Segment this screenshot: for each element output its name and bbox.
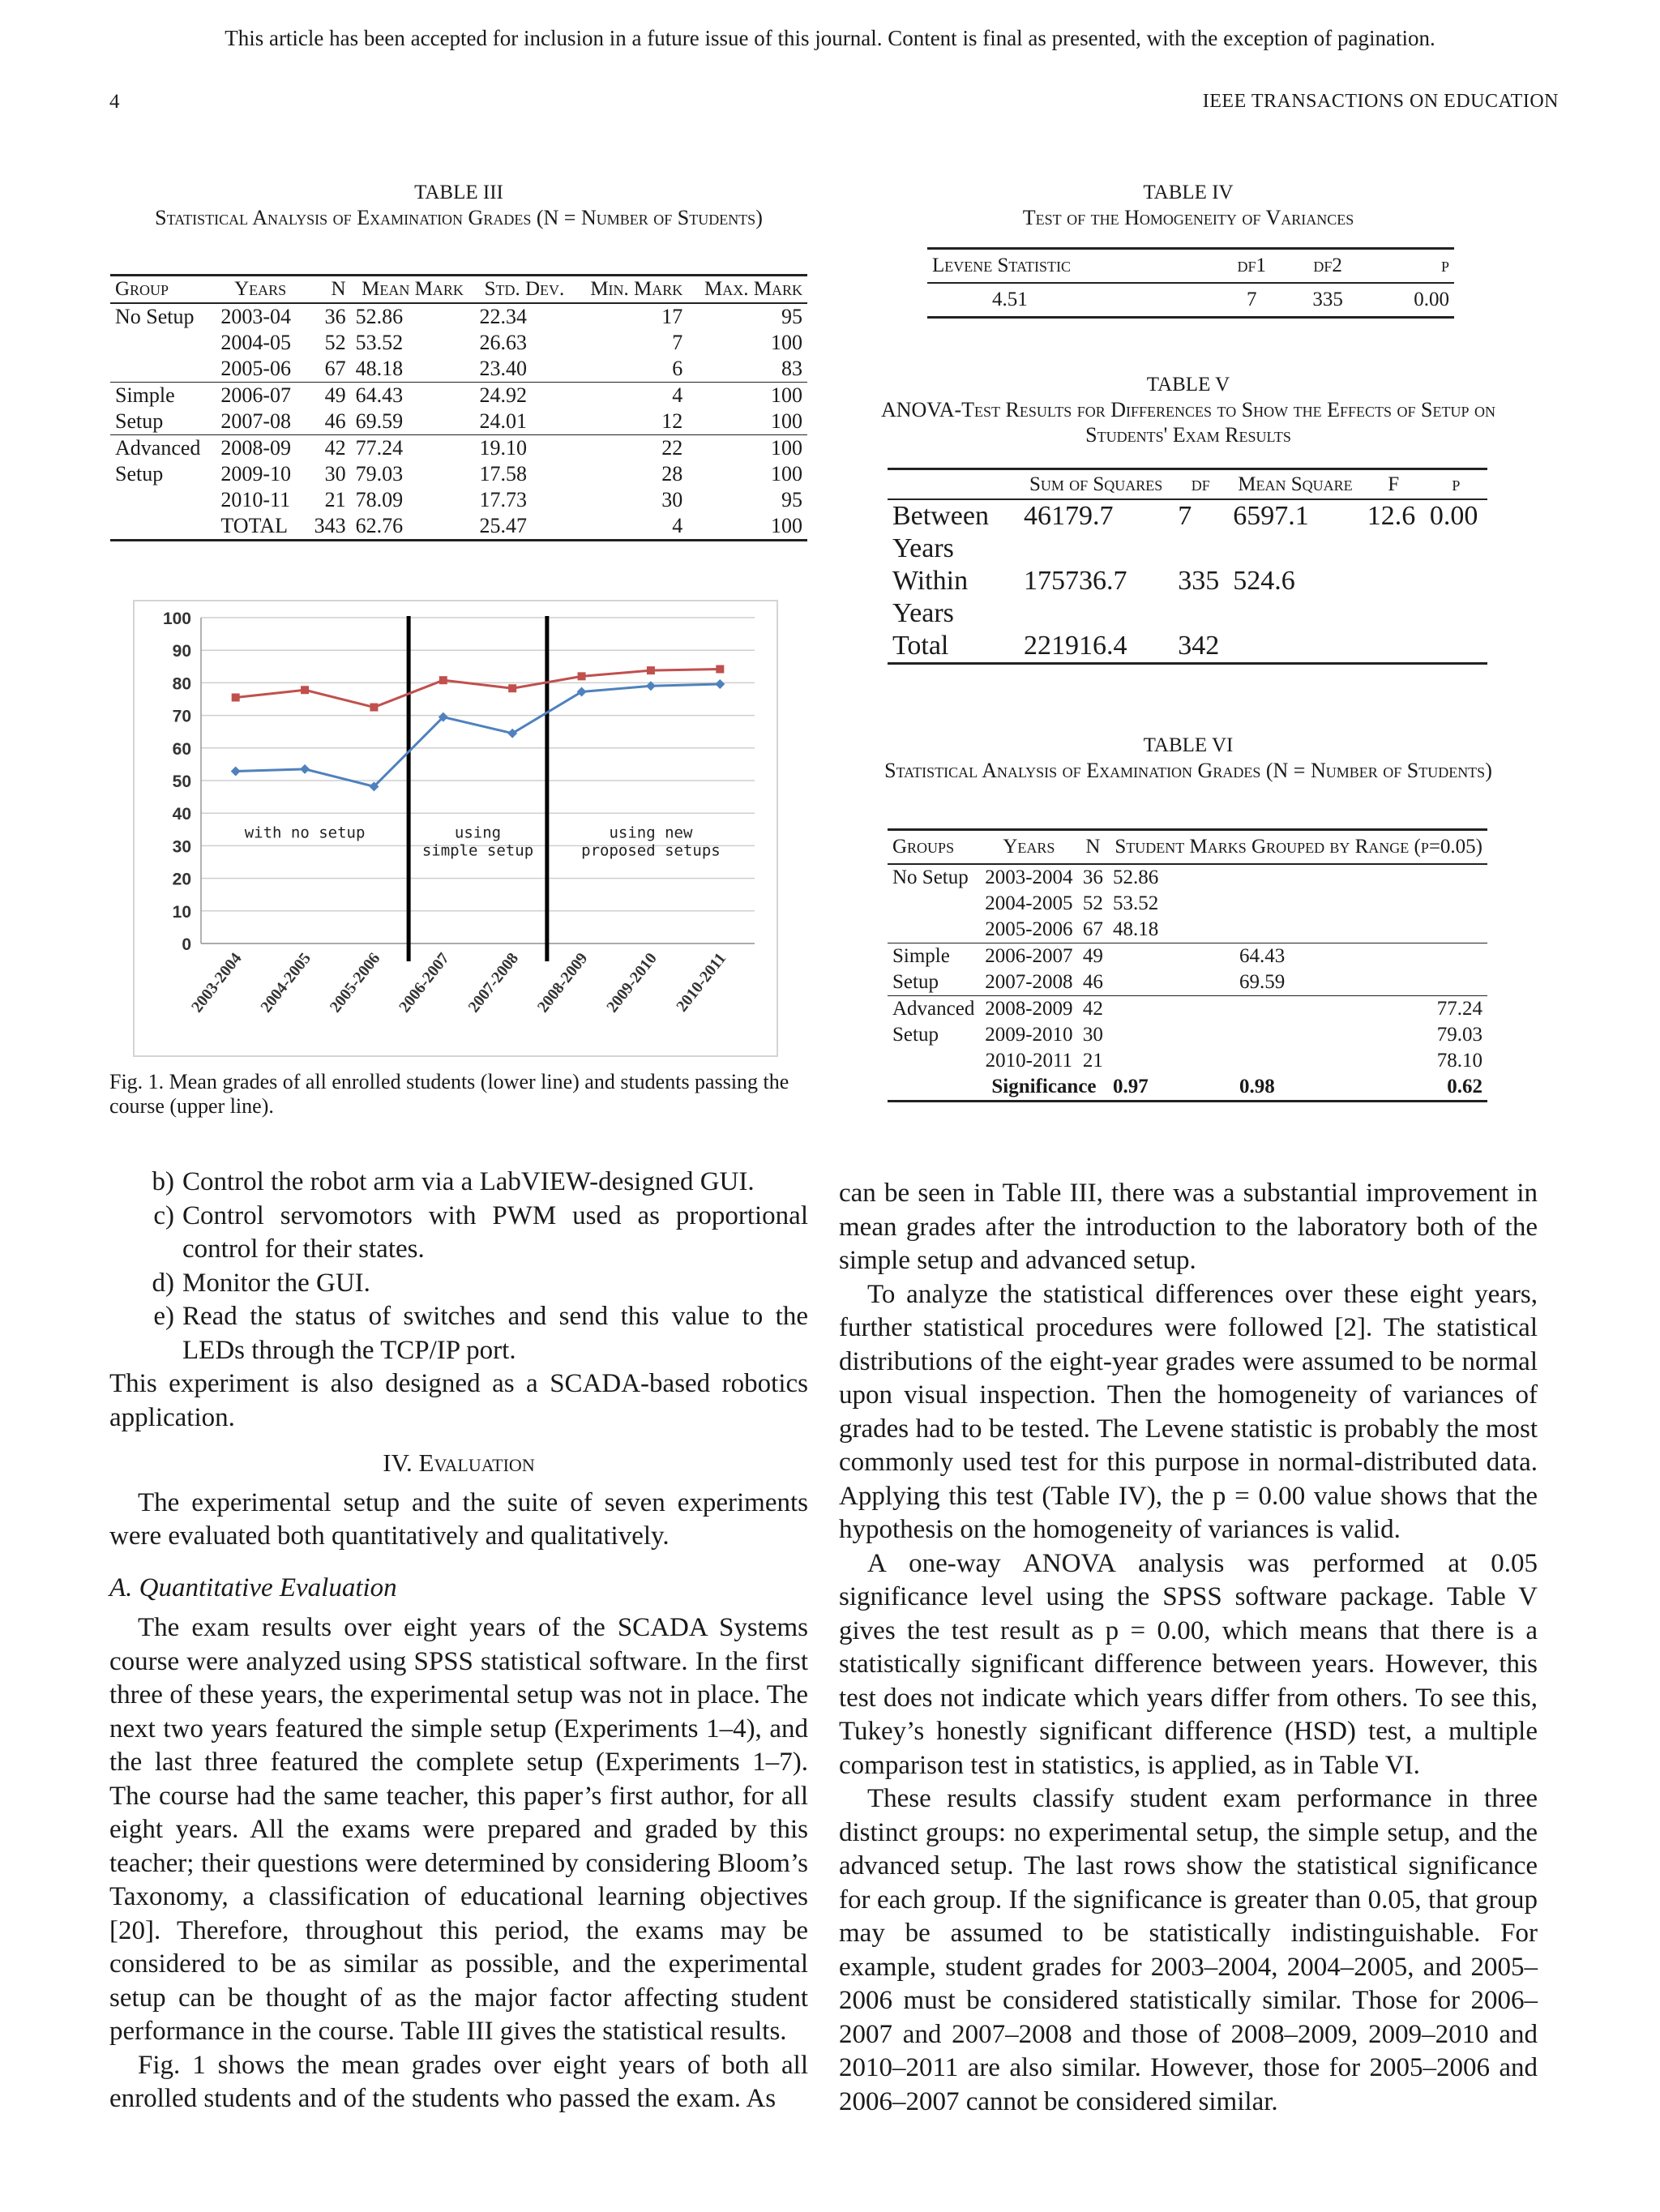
t6-cell-g1 bbox=[1108, 969, 1234, 996]
table3-caption bbox=[109, 180, 808, 230]
x-tick-label: 2007-2008 bbox=[464, 949, 523, 1016]
t3-header-years: Years bbox=[234, 278, 287, 300]
x-tick-label: 2005-2006 bbox=[326, 949, 384, 1016]
t3-cell-group bbox=[110, 513, 216, 541]
t3-total-min: 4 bbox=[672, 514, 683, 537]
list-item bbox=[109, 1200, 808, 1267]
list-item-label: b) bbox=[152, 1167, 174, 1196]
paragraph-evaluation: The experimental setup and the suite of seven experiments were evaluated both quantitatively and qualitatively. bbox=[109, 1487, 808, 1551]
t4-header-p: p bbox=[1440, 255, 1449, 276]
t3-cell-mean: 78.09 bbox=[355, 488, 404, 511]
t3-cell-max: 83 bbox=[781, 357, 802, 380]
t6-cell-g3 bbox=[1361, 864, 1487, 891]
t6-cell-years: 2008-2009 bbox=[985, 998, 1073, 1020]
list-item bbox=[109, 1267, 808, 1301]
data-point bbox=[231, 767, 241, 777]
right-column-text bbox=[839, 1177, 1538, 2119]
t3-header-mean: Mean Mark bbox=[362, 278, 464, 300]
t6-header-n: N bbox=[1085, 836, 1101, 858]
t4-cell-levene: 4.51 bbox=[992, 289, 1028, 310]
t6-significance-label: Significance bbox=[991, 1076, 1097, 1097]
t3-total-std: 25.47 bbox=[479, 514, 527, 537]
table-total-row bbox=[110, 513, 807, 541]
t5-cell-ms: 524.6 bbox=[1233, 566, 1295, 596]
t5-cell-p bbox=[1425, 565, 1487, 630]
t3-cell-n: 21 bbox=[324, 488, 346, 511]
t5-cell-label: Within Years bbox=[892, 566, 969, 628]
table5-caption bbox=[839, 372, 1538, 447]
t5-cell-df: 335 bbox=[1178, 566, 1220, 596]
data-point bbox=[715, 679, 725, 689]
table-row bbox=[888, 969, 1487, 996]
t3-cell-max: 95 bbox=[781, 305, 802, 328]
t6-cell-years: 2005-2006 bbox=[985, 918, 1073, 940]
t3-cell-mean: 48.18 bbox=[355, 357, 404, 380]
t3-cell-max: 100 bbox=[771, 383, 802, 407]
acceptance-notice: This article has been accepted for inclusion in a future issue of this journal. Content is final as presented, with the exception of pagination. bbox=[225, 26, 1435, 50]
t4-cell-df2: 335 bbox=[1312, 289, 1343, 310]
chart-annotation: simple setup bbox=[421, 841, 534, 860]
t3-cell-std: 17.73 bbox=[479, 488, 527, 511]
list-item-text: Monitor the GUI. bbox=[182, 1268, 370, 1298]
t3-cell-n: 52 bbox=[324, 331, 346, 354]
y-tick-label: 90 bbox=[172, 642, 191, 661]
data-point bbox=[578, 672, 586, 680]
list-item bbox=[109, 1166, 808, 1200]
t3-cell-max: 100 bbox=[771, 462, 802, 486]
t3-cell-max: 100 bbox=[771, 409, 802, 433]
t3-cell-min: 7 bbox=[672, 331, 683, 354]
t5-header-df: df bbox=[1191, 473, 1210, 495]
t3-cell-mean: 64.43 bbox=[355, 383, 404, 407]
t6-cell-group bbox=[888, 1074, 980, 1102]
t3-cell-min: 6 bbox=[672, 357, 683, 380]
t6-cell-g1 bbox=[1108, 1048, 1234, 1074]
t6-cell-years: 2003-2004 bbox=[985, 866, 1073, 888]
t4-header-df1: df1 bbox=[1237, 255, 1266, 276]
t3-cell-min: 17 bbox=[661, 305, 683, 328]
table-row bbox=[110, 356, 807, 383]
t3-cell-years: 2009-10 bbox=[220, 462, 292, 486]
t3-cell-max: 100 bbox=[771, 436, 802, 460]
chart-annotation: with no setup bbox=[244, 824, 366, 842]
y-tick-label: 60 bbox=[172, 739, 191, 759]
t6-cell-years: 2010-2011 bbox=[985, 1050, 1073, 1072]
table-row bbox=[888, 943, 1487, 970]
data-point bbox=[647, 666, 655, 674]
t5-header-ss: Sum of Squares bbox=[1029, 473, 1163, 495]
significance-row bbox=[888, 1074, 1487, 1102]
paragraph-groups: These results classify student exam performance in three distinct groups: no experimental setup, the simple setup, and the advanced setup. The last rows show the statistical significance for each group. If the significance is greater than 0.05, that group may be assumed to be statistically indistinguishable. For example, student grades for 2003–2004, 2004–2005, and 2005–2006 must be considered statistically similar. Those for 2006–2007 and 2007–2008 and those of 2008–2009, 2009–2010 and 2010–2011 are also similar. However, those for 2005–2006 and 2006–2007 cannot be considered similar. bbox=[839, 1784, 1538, 2116]
t5-cell-df: 342 bbox=[1178, 631, 1220, 661]
table3 bbox=[110, 274, 807, 541]
t3-header-n: N bbox=[331, 278, 346, 300]
x-tick-label: 2004-2005 bbox=[257, 949, 315, 1016]
t3-cell-min: 4 bbox=[672, 383, 683, 407]
t3-cell-min: 22 bbox=[661, 436, 683, 460]
t6-cell-g1: 52.86 bbox=[1113, 866, 1159, 888]
t3-cell-max: 100 bbox=[771, 331, 802, 354]
t6-cell-g3 bbox=[1361, 943, 1487, 970]
t3-cell-n: 46 bbox=[324, 409, 346, 433]
t6-cell-g3: 77.24 bbox=[1436, 998, 1482, 1020]
t5-cell-ms bbox=[1228, 630, 1362, 664]
table-row bbox=[110, 303, 807, 330]
table-row bbox=[110, 409, 807, 435]
t6-cell-g1: 53.52 bbox=[1113, 892, 1159, 914]
t3-total-mean: 62.76 bbox=[355, 514, 404, 537]
data-point bbox=[301, 686, 309, 694]
t6-cell-years: 2009-2010 bbox=[985, 1024, 1073, 1046]
t3-cell-years: 2003-04 bbox=[220, 305, 292, 328]
t6-cell-g2 bbox=[1234, 891, 1361, 917]
t6-cell-g2: 69.59 bbox=[1239, 971, 1286, 993]
t3-cell-mean: 77.24 bbox=[355, 436, 404, 460]
t3-cell-group bbox=[110, 356, 216, 383]
t4-header-levene: Levene Statistic bbox=[932, 255, 1071, 276]
t6-cell-n: 30 bbox=[1082, 1024, 1103, 1046]
t3-cell-min: 28 bbox=[661, 462, 683, 486]
t3-cell-min: 12 bbox=[661, 409, 683, 433]
table-row bbox=[927, 283, 1454, 318]
t6-cell-n: 52 bbox=[1082, 892, 1103, 914]
t3-cell-group: Simple bbox=[115, 383, 175, 407]
chart-annotation: proposed setups bbox=[581, 841, 721, 860]
t6-cell-years: 2006-2007 bbox=[985, 945, 1073, 967]
x-tick-label: 2009-2010 bbox=[603, 949, 661, 1016]
list-item-label: c) bbox=[153, 1200, 174, 1230]
table-row bbox=[110, 461, 807, 487]
t3-cell-years: 2010-11 bbox=[220, 488, 291, 511]
t5-header-ms: Mean Square bbox=[1238, 473, 1353, 495]
t3-cell-group: Advanced bbox=[115, 436, 201, 460]
table4-title: Test of the Homogeneity of Variances bbox=[1022, 206, 1354, 229]
t6-cell-g2 bbox=[1234, 864, 1361, 891]
chart-annotation: using new bbox=[609, 824, 693, 842]
t6-cell-group: Setup bbox=[892, 1024, 939, 1046]
t3-cell-std: 22.34 bbox=[479, 305, 527, 328]
table5-label: TABLE V bbox=[1146, 374, 1230, 396]
y-tick-label: 80 bbox=[172, 674, 191, 694]
t3-cell-n: 36 bbox=[324, 305, 346, 328]
t3-cell-group bbox=[110, 330, 216, 356]
t6-cell-group: No Setup bbox=[892, 866, 969, 888]
t6-significance-g3: 0.62 bbox=[1447, 1076, 1482, 1097]
t3-cell-mean: 69.59 bbox=[355, 409, 404, 433]
t3-cell-years: 2008-09 bbox=[220, 436, 292, 460]
table-row bbox=[888, 917, 1487, 943]
page-number: 4 bbox=[109, 91, 120, 113]
t6-cell-g3 bbox=[1361, 917, 1487, 943]
t3-header-max: Max. Mark bbox=[704, 278, 802, 300]
list-item-label: d) bbox=[152, 1268, 174, 1298]
t3-cell-std: 19.10 bbox=[479, 436, 527, 460]
table-row bbox=[110, 435, 807, 462]
t5-cell-label: Total bbox=[892, 631, 949, 661]
list-item-text: Control servomotors with PWM used as proportional control for their states. bbox=[182, 1200, 808, 1264]
t6-cell-n: 42 bbox=[1082, 998, 1103, 1020]
t3-cell-years: 2004-05 bbox=[220, 331, 292, 354]
t5-cell-f: 12.6 bbox=[1367, 501, 1416, 531]
t3-cell-n: 49 bbox=[324, 383, 346, 407]
t3-cell-std: 23.40 bbox=[479, 357, 527, 380]
figure1-caption: Fig. 1. Mean grades of all enrolled students (lower line) and students passing the course (upper line). bbox=[109, 1070, 789, 1118]
table6-caption bbox=[839, 733, 1538, 783]
paragraph-exam-results: The exam results over eight years of the SCADA Systems course were analyzed using SPSS statistical software. In the first three of these years, the experimental setup was not in place. The next two years featured the simple setup (Experiments 1–4), and the last three featured the complete setup (Experiments 1–7). The course had the same teacher, this paper’s first author, for all eight years. All the exams were prepared and graded by this teacher; their questions were determined by considering Bloom’s Taxonomy, a classification of educational learning objectives [20]. Therefore, throughout this period, the exams may be considered to be as similar as possible, and the experimental setup can be thought of as the major factor affecting student performance in the course. Table III gives the statistical results. bbox=[109, 1613, 808, 2046]
t5-cell-p: 0.00 bbox=[1429, 501, 1478, 531]
t3-cell-mean: 53.52 bbox=[355, 331, 404, 354]
table-row bbox=[888, 499, 1487, 565]
t6-cell-g2 bbox=[1234, 917, 1361, 943]
t3-cell-min: 30 bbox=[661, 488, 683, 511]
t3-cell-mean: 79.03 bbox=[355, 462, 404, 486]
x-tick-label: 2006-2007 bbox=[396, 949, 453, 1016]
subsection-heading: A. Quantitative Evaluation bbox=[109, 1572, 397, 1602]
t5-cell-f bbox=[1363, 630, 1425, 664]
t6-cell-g1 bbox=[1108, 943, 1234, 970]
series-line bbox=[236, 684, 721, 786]
t6-cell-n: 46 bbox=[1082, 971, 1103, 993]
t6-cell-group: Advanced bbox=[892, 998, 975, 1020]
t6-cell-g1: 48.18 bbox=[1113, 918, 1159, 940]
table-row bbox=[888, 1048, 1487, 1074]
t3-cell-group: No Setup bbox=[115, 305, 195, 328]
t4-cell-p: 0.00 bbox=[1414, 289, 1449, 310]
t5-cell-df: 7 bbox=[1178, 501, 1192, 531]
list-item-text: Control the robot arm via a LabVIEW-designed GUI. bbox=[182, 1167, 755, 1196]
t3-cell-years: 2007-08 bbox=[220, 409, 292, 433]
paragraph-anova: A one-way ANOVA analysis was performed at 0.05 significance level using the SPSS software package. Table V gives the test result as p = 0.00, which means that there is a statistically significant difference between years. However, this test does not indicate which years differ from others. To see this, Tukey’s honestly significant difference (HSD) test, a multiple comparison test in statistics, is applied, as in Table VI. bbox=[839, 1548, 1538, 1780]
y-tick-label: 20 bbox=[172, 870, 191, 889]
t6-cell-n: 49 bbox=[1082, 945, 1103, 967]
y-tick-label: 10 bbox=[172, 902, 191, 922]
figure1-chart bbox=[133, 600, 778, 1057]
t6-cell-g2 bbox=[1234, 996, 1361, 1023]
t6-significance-g2: 0.98 bbox=[1239, 1076, 1275, 1097]
y-tick-label: 40 bbox=[172, 805, 191, 824]
data-point bbox=[439, 676, 447, 684]
table4 bbox=[927, 247, 1454, 319]
table-row bbox=[888, 630, 1487, 664]
table-row bbox=[888, 996, 1487, 1023]
t6-significance-g1: 0.97 bbox=[1113, 1076, 1149, 1097]
t6-cell-g2 bbox=[1234, 1022, 1361, 1048]
t3-header-std: Std. Dev. bbox=[484, 278, 565, 300]
table6-title: Statistical Analysis of Examination Grades (N = Number of Students) bbox=[884, 759, 1492, 782]
t6-cell-g1 bbox=[1108, 996, 1234, 1023]
journal-name: IEEE TRANSACTIONS ON EDUCATION bbox=[1202, 91, 1559, 112]
y-tick-label: 70 bbox=[172, 707, 191, 726]
t5-cell-ss: 46179.7 bbox=[1024, 501, 1114, 531]
t3-cell-n: 67 bbox=[324, 357, 346, 380]
t3-total-max: 100 bbox=[771, 514, 802, 537]
t6-cell-g3 bbox=[1361, 969, 1487, 996]
table-row bbox=[110, 487, 807, 513]
t6-cell-group: Setup bbox=[892, 971, 939, 993]
data-point bbox=[232, 693, 240, 701]
table5-title: ANOVA-Test Results for Differences to Show the Effects of Setup on Students' Exam Results bbox=[880, 398, 1496, 447]
t6-cell-g3: 79.03 bbox=[1436, 1024, 1482, 1046]
left-column-text bbox=[109, 1166, 808, 2116]
t5-header-f: F bbox=[1388, 473, 1400, 495]
list-item-text: Read the status of switches and send this value to the LEDs through the TCP/IP port. bbox=[182, 1302, 808, 1365]
t6-cell-g2: 64.43 bbox=[1239, 945, 1286, 967]
paragraph-scada: This experiment is also designed as a SCADA-based robotics application. bbox=[109, 1369, 808, 1432]
data-point bbox=[300, 764, 310, 774]
t5-header-blank bbox=[888, 469, 1019, 500]
t6-cell-n: 67 bbox=[1082, 918, 1103, 940]
table3-title: Statistical Analysis of Examination Grades (N = Number of Students) bbox=[155, 206, 763, 229]
t6-cell-g2 bbox=[1234, 1048, 1361, 1074]
table-row bbox=[888, 565, 1487, 630]
t3-cell-years: 2005-06 bbox=[220, 357, 292, 380]
t6-cell-group bbox=[888, 917, 980, 943]
t3-cell-group: Setup bbox=[115, 462, 164, 486]
chart-annotation: using bbox=[454, 824, 502, 842]
t6-header-years: Years bbox=[1003, 836, 1055, 858]
t6-cell-years: 2004-2005 bbox=[985, 892, 1073, 914]
t3-cell-max: 95 bbox=[781, 488, 802, 511]
list-item bbox=[109, 1300, 808, 1367]
t5-cell-ss: 221916.4 bbox=[1024, 631, 1127, 661]
t3-header-min: Min. Mark bbox=[590, 278, 683, 300]
table4-caption bbox=[839, 180, 1538, 230]
t4-header-df2: df2 bbox=[1313, 255, 1342, 276]
y-tick-label: 100 bbox=[162, 610, 191, 628]
table-row bbox=[888, 1022, 1487, 1048]
experiment-list bbox=[109, 1166, 808, 1367]
t6-cell-g3 bbox=[1361, 891, 1487, 917]
t6-cell-g1 bbox=[1108, 1022, 1234, 1048]
section-heading: IV. Evaluation bbox=[383, 1448, 535, 1477]
t3-cell-mean: 52.86 bbox=[355, 305, 404, 328]
y-tick-label: 30 bbox=[172, 837, 191, 857]
t6-cell-group bbox=[888, 1048, 980, 1074]
t3-cell-std: 24.92 bbox=[479, 383, 527, 407]
table5 bbox=[888, 468, 1487, 665]
list-item-label: e) bbox=[153, 1302, 174, 1331]
table4-label: TABLE IV bbox=[1143, 182, 1234, 203]
data-point bbox=[716, 665, 724, 674]
x-tick-label: 2003-2004 bbox=[187, 949, 246, 1016]
t5-cell-ss: 175736.7 bbox=[1024, 566, 1127, 596]
t6-cell-group: Simple bbox=[892, 945, 950, 967]
t4-cell-df1: 7 bbox=[1246, 289, 1257, 310]
data-point bbox=[370, 704, 378, 712]
x-tick-label: 2008-2009 bbox=[533, 949, 592, 1016]
t6-cell-g3: 78.10 bbox=[1436, 1050, 1482, 1072]
table-row bbox=[888, 891, 1487, 917]
t3-cell-std: 26.63 bbox=[479, 331, 527, 354]
t5-cell-label: Between Years bbox=[892, 501, 989, 563]
table3-label: TABLE III bbox=[414, 182, 503, 203]
t3-header-group: Group bbox=[115, 278, 169, 300]
t3-cell-n: 42 bbox=[324, 436, 346, 460]
t6-cell-n: 21 bbox=[1082, 1050, 1103, 1072]
t5-cell-ms: 6597.1 bbox=[1233, 501, 1309, 531]
line-chart bbox=[135, 601, 777, 1055]
table6 bbox=[888, 828, 1487, 1102]
y-tick-label: 0 bbox=[182, 935, 191, 954]
t5-cell-f bbox=[1363, 565, 1425, 630]
t3-cell-years: 2006-07 bbox=[220, 383, 292, 407]
t3-total-n: 343 bbox=[314, 514, 346, 537]
t3-total-label: TOTAL bbox=[220, 514, 289, 537]
paragraph-fig1: Fig. 1 shows the mean grades over eight years of both all enrolled students and of the students who passed the exam. As bbox=[109, 2050, 808, 2113]
t6-cell-group bbox=[888, 891, 980, 917]
t3-cell-n: 30 bbox=[324, 462, 346, 486]
paragraph-improvement: can be seen in Table III, there was a substantial improvement in mean grades after the introduction to the laboratory both of the simple setup and advanced setup. bbox=[839, 1179, 1538, 1275]
data-point bbox=[508, 684, 516, 692]
table6-label: TABLE VI bbox=[1143, 734, 1234, 756]
table-row bbox=[110, 383, 807, 409]
t6-cell-n: 36 bbox=[1082, 866, 1103, 888]
t3-cell-group bbox=[110, 487, 216, 513]
t3-cell-std: 24.01 bbox=[479, 409, 527, 433]
paragraph-levene: To analyze the statistical differences over these eight years, further statistical procedures were followed [2]. The statistical distributions of the eight-year grades were assumed to be normal upon visual inspection. Then the homogeneity of variances of grades had to be tested. The Levene statistic is probably the most commonly used test for this purpose in normal-distributed data. Applying this test (Table IV), the p = 0.00 value shows that the hypothesis on the homogeneity of variances is valid. bbox=[839, 1279, 1538, 1544]
t5-header-p: p bbox=[1452, 473, 1461, 495]
x-tick-label: 2010-2011 bbox=[673, 949, 730, 1016]
t6-header-groups: Groups bbox=[892, 836, 955, 858]
table-row bbox=[888, 864, 1487, 891]
y-tick-label: 50 bbox=[172, 772, 191, 791]
t6-cell-years: 2007-2008 bbox=[985, 971, 1073, 993]
table-row bbox=[110, 330, 807, 356]
t3-cell-std: 17.58 bbox=[479, 462, 527, 486]
t3-cell-group: Setup bbox=[115, 409, 164, 433]
t6-header-marks: Student Marks Grouped by Range (p=0.05) bbox=[1115, 836, 1482, 858]
t5-cell-p bbox=[1425, 630, 1487, 664]
